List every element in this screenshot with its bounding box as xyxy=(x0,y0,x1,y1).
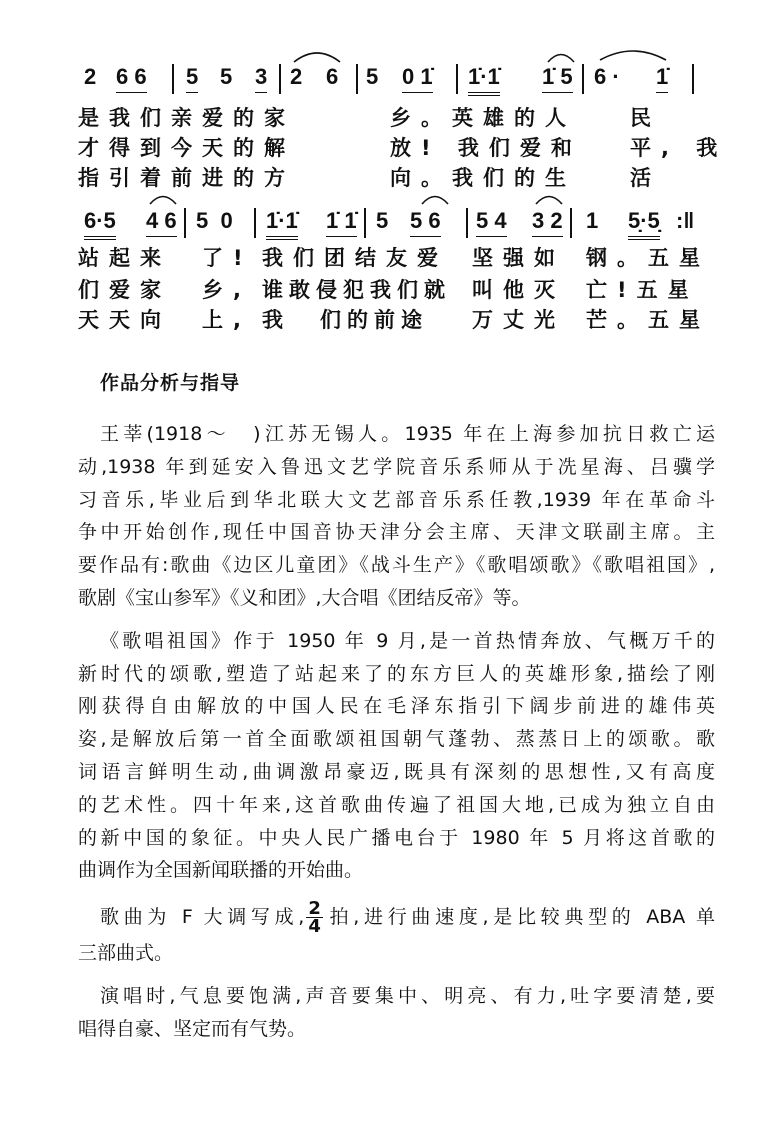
lyric: 我 xyxy=(262,308,293,332)
note: 6·5 xyxy=(84,206,116,240)
text-line: 三部曲式。 xyxy=(78,942,174,965)
note: 6 xyxy=(326,64,339,89)
note: 1̇·1̇ xyxy=(468,62,500,96)
text-line: 新时代的颂歌,塑造了站起来了的东方巨人的英雄形象,描绘了刚 xyxy=(78,662,715,685)
text-line: 刚获得自由解放的中国人民在毛泽东指引下阔步前进的雄伟英 xyxy=(78,695,715,718)
lyric: 亡!五星 xyxy=(586,278,699,302)
barline xyxy=(692,64,694,94)
text-line: 词语言鲜明生动,曲调激昂豪迈,既具有深刻的思想性,又有高度 xyxy=(78,760,715,783)
text-line: 歌剧《宝山参军》《义和团》,大合唱《团结反帝》等。 xyxy=(78,586,531,609)
note: 2 xyxy=(290,64,303,89)
lyric: 叫他灭 xyxy=(472,278,565,302)
lyric: 芒。五星 xyxy=(586,308,710,332)
barline xyxy=(582,64,584,94)
note: 1 xyxy=(586,208,599,233)
note: 1̇·1̇ xyxy=(266,206,298,240)
text-line: 姿,是解放后第一首全面歌颂祖国朝气蓬勃、蒸蒸日上的颂歌。歌 xyxy=(78,728,715,751)
lyric: 放! 我们爱和 xyxy=(390,136,582,160)
time-signature xyxy=(306,898,323,938)
note: 5 xyxy=(366,64,379,89)
text-line xyxy=(78,897,715,937)
text-line: 王莘(1918～ )江苏无锡人。1935 年在上海参加抗日救亡运 xyxy=(100,423,715,445)
text: 歌曲为 F 大调写成, xyxy=(100,906,305,929)
text-line: 争中开始创作,现任中国音协天津分会主席、天津文联副主席。主 xyxy=(78,521,715,544)
text-line: 动,1938 年到延安入鲁迅文艺学院音乐系师从于冼星海、吕骥学 xyxy=(78,455,715,478)
text-line: 的艺术性。四十年来,这首歌曲传遍了祖国大地,已成为独立自由 xyxy=(78,793,715,816)
paragraph-performance xyxy=(78,980,715,1046)
note: 5̣·5̣ xyxy=(628,206,660,240)
paragraph-song xyxy=(78,625,715,887)
text-line: 《歌唱祖国》作于 1950 年 9 月,是一首热情奔放、气概万千的 xyxy=(100,629,715,652)
lyric: 乡。英雄的人 xyxy=(390,106,576,130)
slur xyxy=(534,192,564,206)
note: 1̇ xyxy=(656,62,668,93)
slur xyxy=(546,50,576,64)
text-line: 要作品有:歌曲《边区儿童团》《战斗生产》《歌唱颂歌》《歌唱祖国》, xyxy=(78,554,715,577)
barline xyxy=(172,64,174,94)
analysis-text xyxy=(78,418,715,1046)
barline xyxy=(184,208,186,238)
paragraph-bio xyxy=(78,418,715,615)
slur xyxy=(420,192,450,206)
lyric: 平, 我 xyxy=(630,136,728,160)
lyric: 谁敢侵犯我们就 xyxy=(262,278,451,302)
note: 5 xyxy=(376,208,389,233)
time-sig-denominator: 4 xyxy=(308,916,321,938)
barline xyxy=(279,64,281,94)
lyric: 天天向 上, xyxy=(78,308,251,332)
barline xyxy=(364,208,366,238)
barline xyxy=(356,64,358,94)
lyric: 钢。五星 xyxy=(586,246,710,270)
barline xyxy=(466,208,468,238)
note: 5 4 xyxy=(476,206,507,237)
lyric: 指引着前进的方 xyxy=(78,166,295,190)
text-line: 习音乐,毕业后到华北联大文艺部音乐系任教,1939 年在革命斗 xyxy=(78,488,715,511)
slur xyxy=(292,48,342,64)
lyric: 万丈光 xyxy=(472,308,565,332)
notation-line-1 xyxy=(0,62,772,96)
note: 1̇ 1̇ xyxy=(326,206,357,237)
time-sig-numerator: 2 xyxy=(308,898,321,920)
barline xyxy=(570,208,572,238)
note: 2 xyxy=(84,64,97,89)
note: 3 xyxy=(255,62,267,93)
barline xyxy=(254,208,256,238)
lyric: 向。我们的生 xyxy=(390,166,576,190)
lyric: 活 xyxy=(630,166,661,190)
text-line: 演唱时,气息要饱满,声音要集中、明亮、有力,吐字要清楚,要 xyxy=(100,984,715,1007)
lyric: 民 xyxy=(630,106,661,130)
notation-line-2 xyxy=(0,206,772,240)
lyric: 站起来 了! xyxy=(78,246,253,270)
lyric: 才得到今天的解 xyxy=(78,136,295,160)
text-line: 曲调作为全国新闻联播的开始曲。 xyxy=(78,859,364,882)
lyric: 我们团结友爱 xyxy=(262,246,448,270)
repeat-sign: :‖ xyxy=(676,208,695,233)
lyric: 是我们亲爱的家 xyxy=(78,106,295,130)
note: 5 6 xyxy=(410,206,441,237)
lyric: 们的前途 xyxy=(320,308,428,332)
barline xyxy=(456,64,458,94)
note: 6 6 xyxy=(116,62,147,93)
note: 4 6 xyxy=(146,206,177,237)
note: 6 · xyxy=(594,64,620,89)
note: 0 1̇ xyxy=(402,62,433,93)
note: 1̇ 5 xyxy=(542,62,573,93)
lyric: 们爱家 乡, xyxy=(78,278,251,302)
note: 3 2 xyxy=(532,206,563,237)
slur xyxy=(148,192,178,206)
text-line: 的新中国的象征。中央人民广播电台于 1980 年 5 月将这首歌的 xyxy=(78,826,715,849)
slur xyxy=(598,46,668,62)
note: 5 xyxy=(220,64,233,89)
music-score xyxy=(0,0,772,340)
text-line: 唱得自豪、坚定而有气势。 xyxy=(78,1017,307,1040)
lyric: 坚强如 xyxy=(472,246,565,270)
note: 5 0 xyxy=(196,208,233,233)
paragraph-form xyxy=(78,897,715,970)
text: 拍,进行曲速度,是比较典型的 ABA 单 xyxy=(324,906,715,929)
section-heading: 作品分析与指导 xyxy=(100,372,241,394)
note: 5 xyxy=(186,62,198,93)
